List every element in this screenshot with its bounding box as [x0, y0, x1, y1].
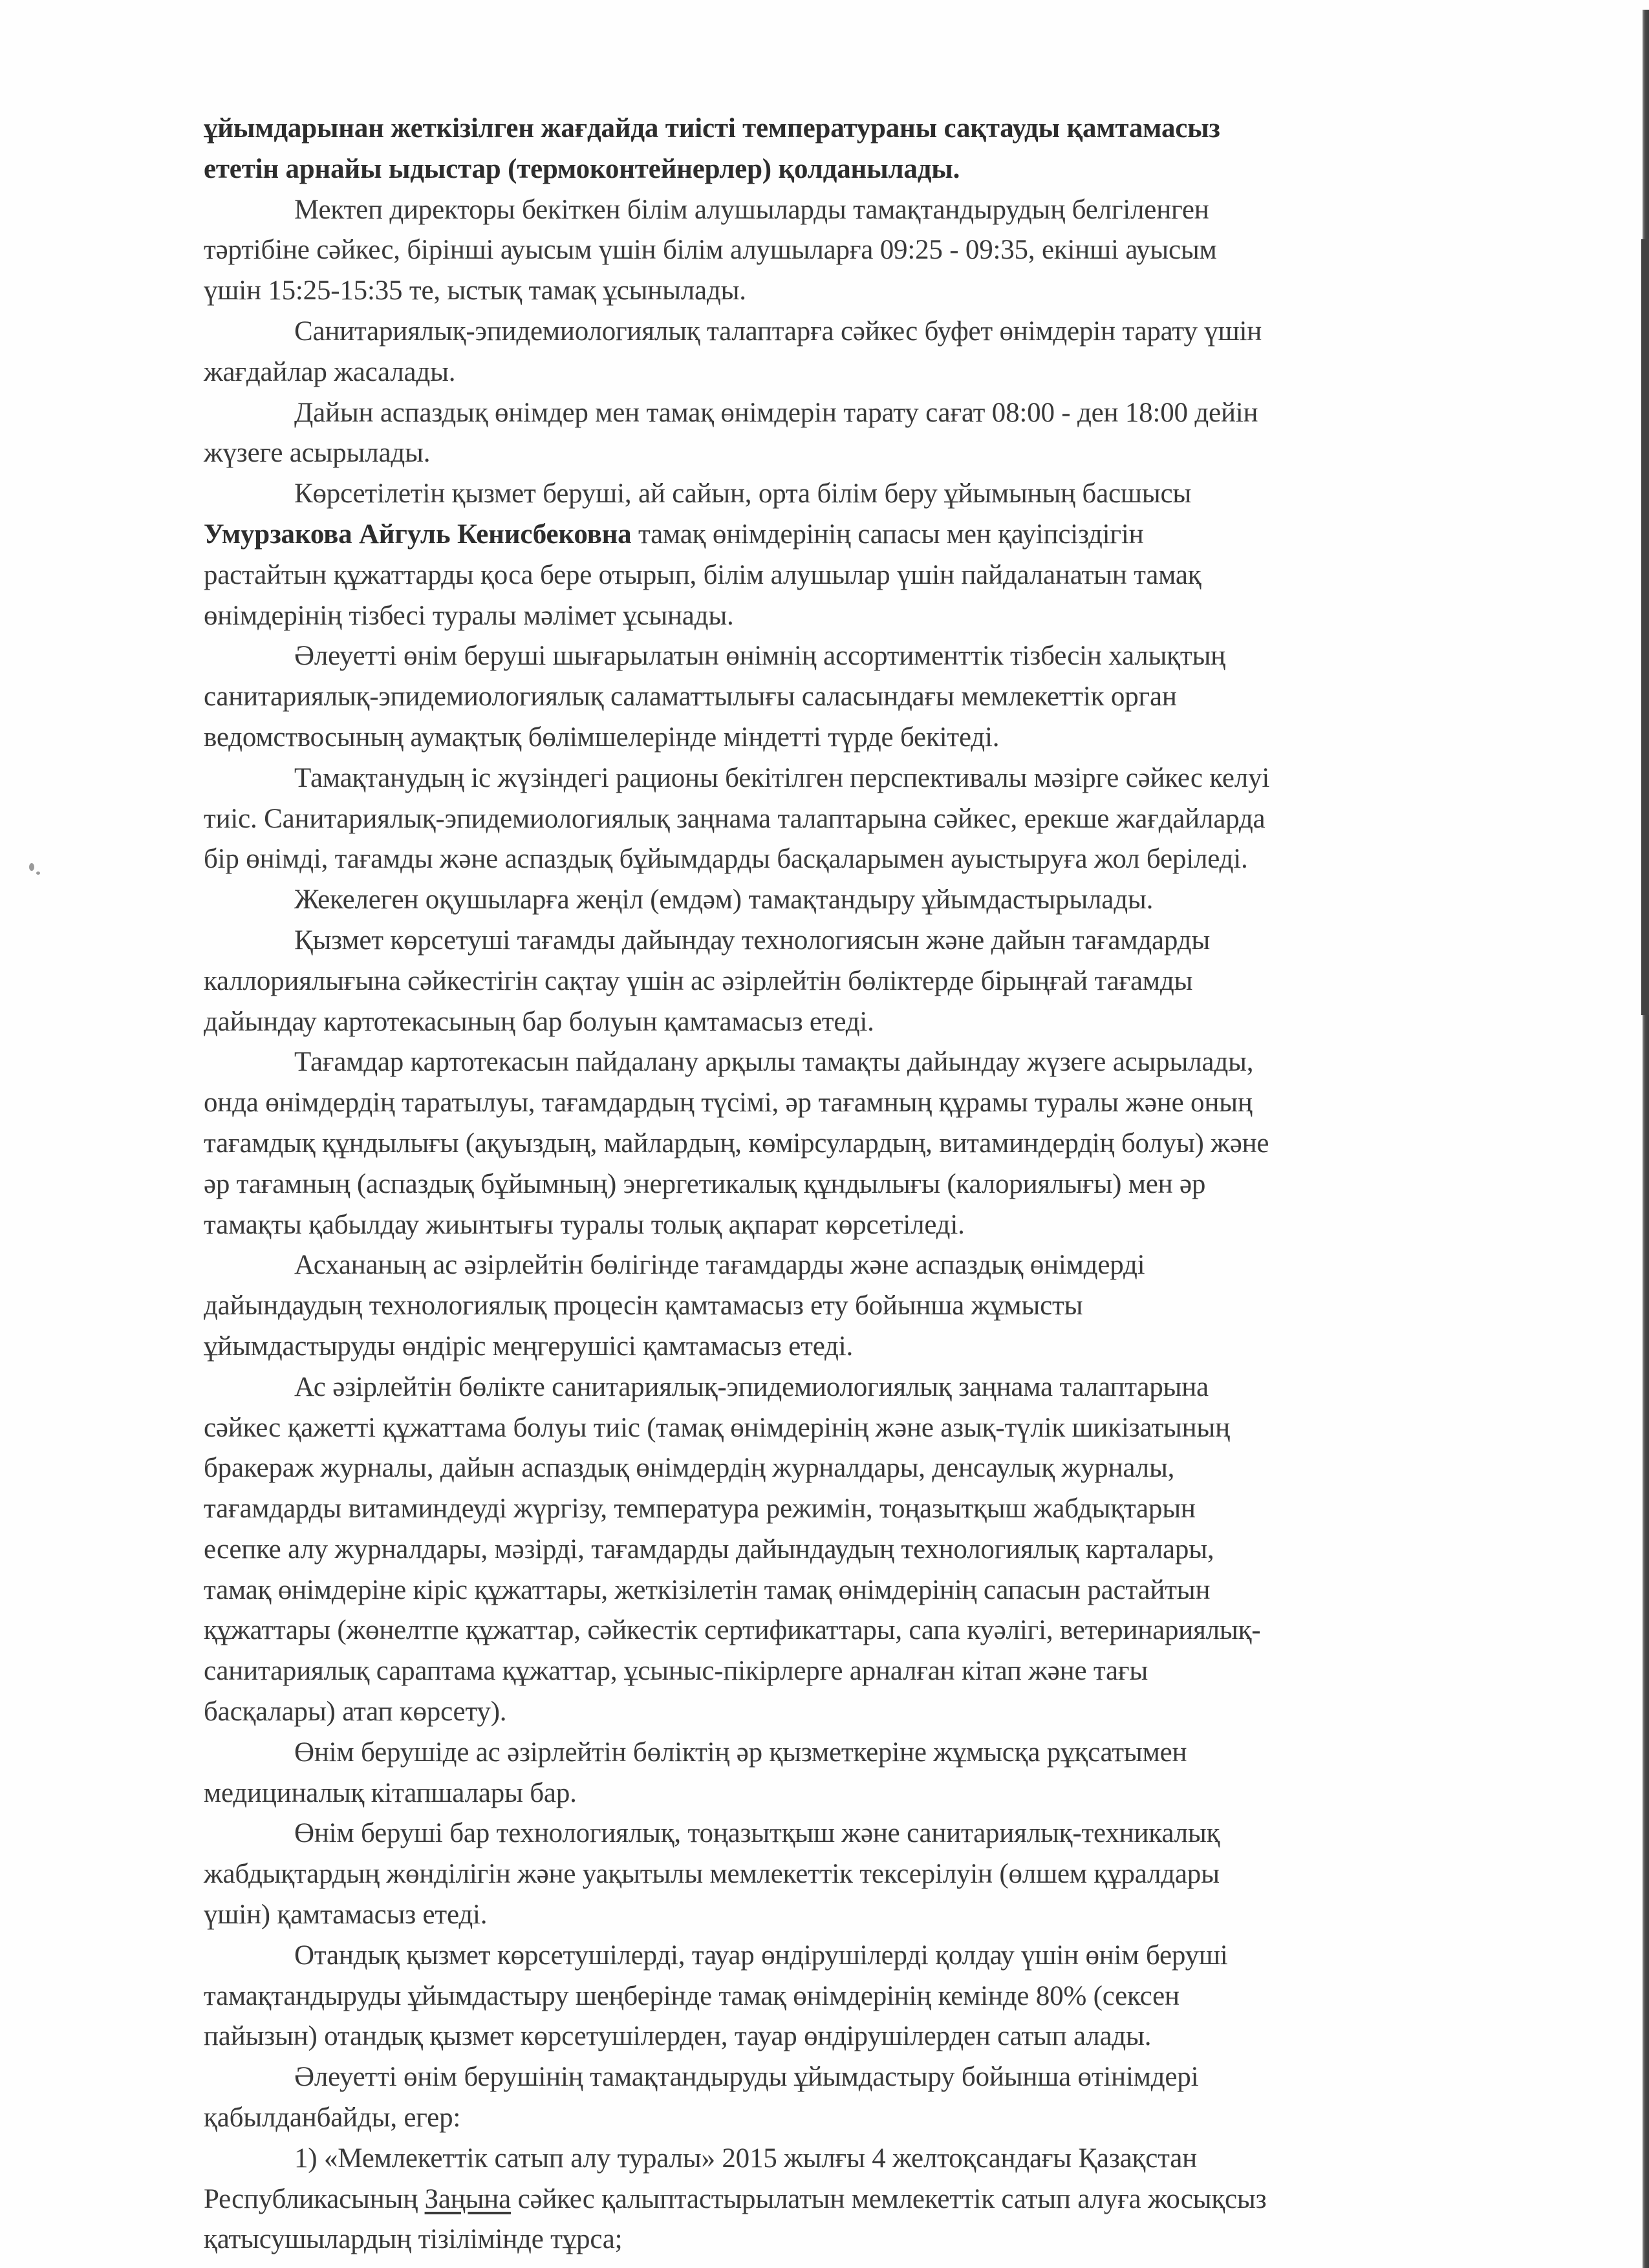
- text-segment: сәйкес қалыптастырылатын мемлекеттік сатып алуға жосықсыз: [511, 2183, 1267, 2214]
- text-line: [204, 1854, 1497, 1895]
- text-segment: Өнім берушіде ас әзірлейтін бөліктің әр қызметкеріне жұмысқа рұқсатымен: [294, 1737, 1187, 1768]
- text-line: [204, 393, 1497, 434]
- text-line: [204, 1692, 1497, 1733]
- text-segment: Санитариялық-эпидемиологиялық талаптарға сәйкес буфет өнімдерін тарату үшін: [294, 316, 1262, 347]
- text-segment: тиіс. Санитариялық-эпидемиологиялық заңнама талаптарына сәйкес, ерекше жағдайларда: [204, 803, 1266, 834]
- text-segment: Ас әзірлейтін бөлікте санитариялық-эпидемиологиялық заңнама талаптарына: [294, 1371, 1209, 1402]
- text-line: [204, 2057, 1497, 2098]
- text-segment: онда өнімдердің таратылуы, тағамдардың түсімі, әр тағамның құрамы туралы және оның: [204, 1087, 1253, 1118]
- text-line: [204, 799, 1497, 840]
- text-segment: тамақ өнімдеріне кіріс құжаттары, жеткізілетін тамақ өнімдерінің сапасын растайтын: [204, 1574, 1211, 1605]
- text-segment: ұйымдастыруды өндіріс меңгерушісі қамтамасыз етеді.: [204, 1331, 854, 1362]
- text-line: [204, 1610, 1497, 1651]
- text-line: [204, 1124, 1497, 1164]
- text-line: [204, 109, 1497, 149]
- text-line: [204, 190, 1497, 231]
- text-line: [204, 1936, 1497, 1976]
- text-segment: басқалары) атап көрсету).: [204, 1696, 507, 1728]
- text-line: [204, 474, 1497, 515]
- text-segment: растайтын құжаттарды қоса бере отырып, білім алушылар үшін пайдаланатын тамақ: [204, 559, 1202, 590]
- text-segment: тамақ өнімдерінің сапасы мен қауіпсіздігін: [631, 519, 1144, 550]
- scan-speck: [29, 863, 34, 871]
- text-line: [204, 2179, 1497, 2220]
- text-segment: Көрсетілетін қызмет беруші, ай сайын, орта білім беру ұйымының басшысы: [294, 478, 1192, 509]
- text-line: [204, 758, 1497, 799]
- text-line: [204, 1367, 1497, 1408]
- text-segment: жағдайлар жасалады.: [204, 356, 456, 387]
- text-line: [204, 1286, 1497, 1327]
- text-segment: медициналық кітапшалары бар.: [204, 1777, 577, 1808]
- text-line: [204, 433, 1497, 474]
- text-line: [204, 2139, 1497, 2179]
- text-line: [204, 352, 1497, 393]
- text-segment: тәртібіне сәйкес, бірінші ауысым үшін білім алушыларға 09:25 - 09:35, екінші ауысым: [204, 235, 1217, 266]
- text-segment: Әлеуетті өнім беруші шығарылатын өнімнің ассортименттік тізбесін халықтың: [294, 641, 1225, 672]
- text-line: [204, 312, 1497, 352]
- law-reference-link[interactable]: Заңына: [424, 2183, 512, 2214]
- text-line: [204, 1570, 1497, 1611]
- text-line: [204, 2017, 1497, 2057]
- text-segment: Мектеп директоры бекіткен білім алушыларды тамақтандырудың белгіленген: [294, 194, 1209, 225]
- text-segment: Асхананың ас әзірлейтін бөлігінде тағамдарды және аспаздық өнімдерді: [294, 1250, 1145, 1281]
- text-segment: дайындау картотекасының бар болуын қамтамасыз етеді.: [204, 1006, 874, 1037]
- text-segment: тамақтандыруды ұйымдастыру шеңберінде тамақ өнімдерінің кемінде 80% (сексен: [204, 1980, 1180, 2011]
- text-segment: Тамақтанудың іс жүзіндегі рационы бекітілген перспективалы мәзірге сәйкес келуі: [294, 762, 1270, 793]
- text-segment: Тағамдар картотекасын пайдалану арқылы тамақты дайындау жүзеге асырылады,: [294, 1047, 1254, 1078]
- text-segment: санитариялық-эпидемиологиялық саламаттылығы саласындағы мемлекеттік орган: [204, 681, 1177, 712]
- scan-border-edge: [1643, 10, 1649, 2268]
- text-line: [204, 1245, 1497, 1286]
- text-line: [204, 2098, 1497, 2139]
- text-segment: тағамдық құндылығы (ақуыздың, майлардың, көмірсулардың, витаминдердің болуы) және: [204, 1128, 1269, 1159]
- text-segment: Отандық қызмет көрсетушілерді, тауар өндірушілерді қолдау үшін өнім беруші: [294, 1940, 1228, 1971]
- text-segment: Дайын аспаздық өнімдер мен тамақ өнімдерін тарату сағат 08:00 - ден 18:00 дейін: [294, 397, 1258, 428]
- text-line: [204, 1164, 1497, 1205]
- text-line: [204, 839, 1497, 880]
- text-line: [204, 555, 1497, 596]
- text-segment: сәйкес қажетті құжаттама болуы тиіс (тамақ өнімдерінің және азық-түлік шикізатының: [204, 1412, 1230, 1443]
- scan-border-segment: [1641, 239, 1649, 1015]
- bold-text: ететін арнайы ыдыстар (термоконтейнерлер) қолданылады.: [204, 153, 960, 184]
- text-line: [204, 1408, 1497, 1449]
- text-segment: Әлеуетті өнім берушінің тамақтандыруды ұйымдастыру бойынша өтінімдері: [294, 2062, 1199, 2093]
- text-line: [204, 1083, 1497, 1124]
- text-line: [204, 1042, 1497, 1083]
- text-line: [204, 515, 1497, 555]
- text-segment: Қызмет көрсетуші тағамды дайындау технологиясын және дайын тағамдарды: [294, 925, 1211, 956]
- text-segment: үшін 15:25-15:35 те, ыстық тамақ ұсынылады.: [204, 275, 746, 306]
- text-segment: әр тағамның (аспаздық бұйымның) энергетикалық құндылығы (калориялығы) мен әр: [204, 1168, 1206, 1199]
- text-segment: Республикасының: [204, 2183, 425, 2214]
- bold-text: Умурзакова Айгуль Кенисбековна: [204, 519, 632, 550]
- text-line: [204, 636, 1497, 677]
- text-line: [204, 2220, 1497, 2260]
- text-line: [204, 1651, 1497, 1692]
- text-line: [204, 718, 1497, 758]
- document-body: [204, 109, 1497, 2260]
- text-line: [204, 921, 1497, 961]
- text-line: [204, 1530, 1497, 1570]
- text-line: [204, 596, 1497, 637]
- text-line: [204, 1773, 1497, 1814]
- scan-speck: [36, 872, 40, 875]
- text-line: [204, 230, 1497, 271]
- text-segment: үшін) қамтамасыз етеді.: [204, 1899, 488, 1931]
- text-segment: 1) «Мемлекеттік сатып алу туралы» 2015 жылғы 4 желтоқсандағы Қазақстан: [294, 2143, 1197, 2174]
- text-segment: каллориялығына сәйкестігін сақтау үшін ас әзірлейтін бөліктерде бірыңғай тағамды: [204, 965, 1193, 996]
- text-line: [204, 880, 1497, 921]
- text-segment: жабдықтардың жөнділігін және уақытылы мемлекеттік тексерілуін (өлшем құралдары: [204, 1859, 1220, 1890]
- text-line: [204, 1895, 1497, 1936]
- text-line: [204, 1327, 1497, 1367]
- text-line: [204, 1205, 1497, 1246]
- text-segment: өнімдерінің тізбесі туралы мәлімет ұсынады.: [204, 600, 734, 631]
- text-line: [204, 149, 1497, 190]
- text-segment: бір өнімді, тағамды және аспаздық бұйымдарды басқаларымен ауыстыруға жол беріледі.: [204, 844, 1248, 875]
- text-segment: бракераж журналы, дайын аспаздық өнімдердің журналдары, денсаулық журналы,: [204, 1453, 1175, 1484]
- text-line: [204, 1976, 1497, 2017]
- text-line: [204, 1733, 1497, 1773]
- text-segment: тамақты қабылдау жиынтығы туралы толық ақпарат көрсетіледі.: [204, 1209, 965, 1240]
- text-segment: санитариялық сараптама құжаттар, ұсыныс-пікірлерге арналған кітап және тағы: [204, 1656, 1148, 1687]
- text-segment: Жекелеген оқушыларға жеңіл (емдәм) тамақтандыру ұйымдастырылады.: [294, 884, 1154, 915]
- bold-text: ұйымдарынан жеткізілген жағдайда тиісті температураны сақтауды қамтамасыз: [204, 113, 1220, 144]
- text-segment: қабылданбайды, егер:: [204, 2102, 461, 2134]
- text-segment: пайызын) отандық қызмет көрсетушілерден, тауар өндірушілерден сатып алады.: [204, 2021, 1152, 2052]
- text-line: [204, 1002, 1497, 1043]
- text-segment: дайындаудың технологиялық процесін қамтамасыз ету бойынша жұмысты: [204, 1290, 1083, 1321]
- text-segment: тағамдарды витаминдеуді жүргізу, температура режимін, тоңазытқыш жабдықтарын: [204, 1493, 1196, 1524]
- text-line: [204, 271, 1497, 312]
- text-segment: құжаттары (жөнелтпе құжаттар, сәйкестік сертификаттары, сапа куәлігі, ветеринариялық-: [204, 1615, 1261, 1646]
- text-segment: Өнім беруші бар технологиялық, тоңазытқыш және санитариялық-техникалық: [294, 1818, 1220, 1849]
- text-line: [204, 677, 1497, 718]
- text-segment: қатысушылардың тізілімінде тұрса;: [204, 2224, 623, 2255]
- text-segment: есепке алу журналдары, мәзірді, тағамдарды дайындаудың технологиялық карталары,: [204, 1534, 1214, 1565]
- text-line: [204, 1813, 1497, 1854]
- text-segment: жүзеге асырылады.: [204, 438, 431, 469]
- text-line: [204, 961, 1497, 1002]
- text-segment: ведомствосының аумақтық бөлімшелерінде міндетті түрде бекітеді.: [204, 722, 1000, 753]
- text-line: [204, 1448, 1497, 1489]
- text-line: [204, 1489, 1497, 1530]
